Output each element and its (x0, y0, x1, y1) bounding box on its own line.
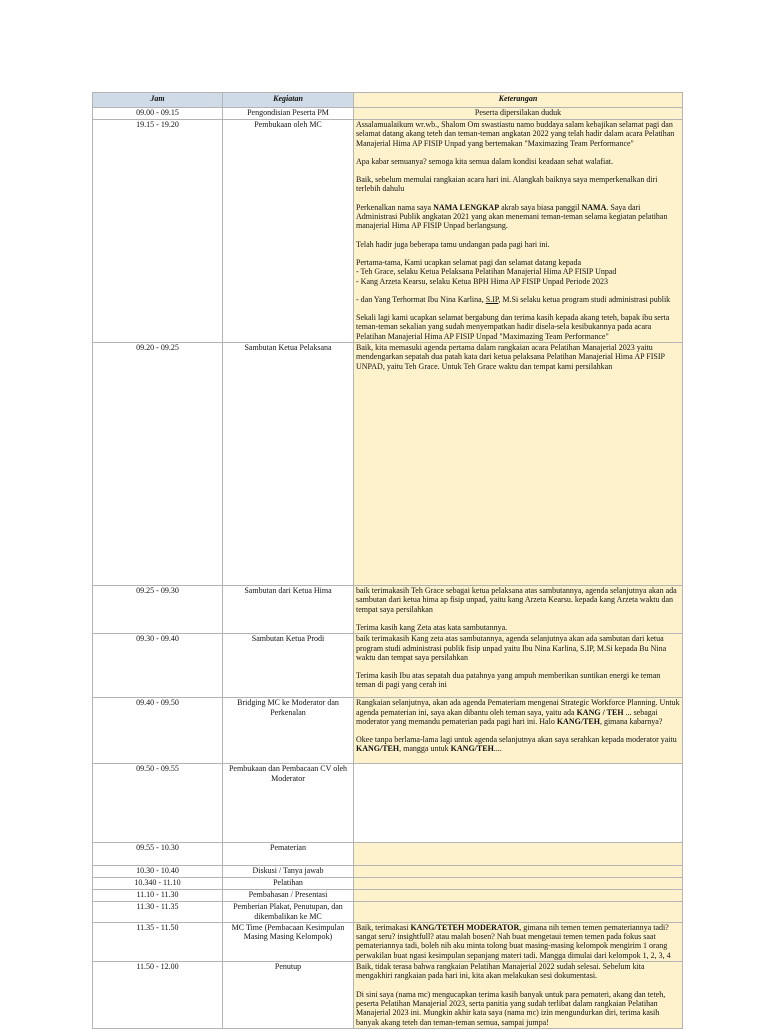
table-row (93, 120, 683, 343)
table-row (93, 764, 683, 843)
keterangan-paragraph (356, 698, 680, 726)
keterangan-paragraph (356, 623, 680, 632)
cell-jam: 19.15 - 19.20 (93, 120, 223, 343)
text-run: Okee tanpa berlama-lama lagi untuk agenda selanjutnya akan saya serahkan kepada moderator yaitu (356, 735, 677, 745)
bold-text: NAMA LENGKAP (433, 202, 500, 212)
keterangan-paragraph (356, 990, 680, 1027)
keterangan-paragraph (356, 258, 680, 286)
text-run: Rangkaian selanjutnya, akan ada agenda Pemateriam mengenai Strategic Workforce Planning. Untuk agenda pematerian ini, saya akan dibantu oleh teman saya, yaitu ada (356, 698, 680, 717)
bold-text: KANG/TEH (556, 716, 600, 726)
cell-keterangan (354, 843, 683, 866)
table-row (93, 343, 683, 586)
cell-jam: 09.55 - 10.30 (93, 843, 223, 866)
table-row (93, 586, 683, 634)
bold-text: KANG/TEH (356, 744, 400, 754)
keterangan-paragraph (356, 962, 680, 981)
cell-keterangan (354, 922, 683, 961)
text-run: Baik, kita memasuki agenda pertama dalam rangkaian acara Pelatihan Manajerial 2023 yaitu mendengarkan sepatah dua patah kata dari ketua pelaksana Pelatihan Manajerial Hima AP FISIP UNPAD, yaitu Teh Grace. Untuk Teh Grace waktu dan tempat kami persilahkan (356, 343, 665, 371)
cell-jam: 11.50 - 12.00 (93, 962, 223, 1029)
bold-text: KANG / TEH (576, 707, 624, 717)
cell-kegiatan: Sambutan dari Ketua Hima (223, 586, 354, 634)
cell-kegiatan: Pengondisian Peserta PM (223, 108, 354, 120)
keterangan-paragraph (356, 240, 680, 249)
table-row (93, 108, 683, 120)
bold-text: NAMA (581, 202, 607, 212)
cell-kegiatan: Sambutan Ketua Prodi (223, 634, 354, 698)
cell-jam: 11.10 - 11.30 (93, 890, 223, 902)
cell-kegiatan: Pembahasan / Presentasi (223, 890, 354, 902)
cell-keterangan (354, 634, 683, 698)
keterangan-paragraph (356, 586, 680, 614)
cell-jam: 09.50 - 09.55 (93, 764, 223, 843)
text-run: . Saya dari Administrasi Publik angkatan 2021 yang akan menemani teman-teman selama kegiatan pelatihan manajerial Hima AP FISIP Unpad berlangsung. (356, 202, 668, 231)
cell-keterangan (354, 902, 683, 923)
text-run: baik terimakasih Kang zeta atas sambutannya, agenda selanjutnya akan ada sambutan dari ketua program studi administrasi publik fisip unpad yaitu Ibu Nina Karlina, S.IP, M.Si kepada Bu Nina waktu dan tempat saya persilahkan (356, 634, 667, 662)
keterangan-paragraph (356, 671, 680, 690)
text-run: Baik, terimakasi (356, 922, 411, 932)
table-row (93, 922, 683, 961)
cell-jam: 10.340 - 11.10 (93, 878, 223, 890)
table-row (93, 698, 683, 764)
cell-kegiatan: Penutup (223, 962, 354, 1029)
cell-jam: 09.00 - 09.15 (93, 108, 223, 120)
keterangan-paragraph (356, 735, 680, 754)
text-run: .... (493, 744, 502, 754)
cell-kegiatan: Pembukaan oleh MC (223, 120, 354, 343)
text-run: akrab saya biasa panggil (499, 202, 582, 212)
underlined-text: S.IP (485, 294, 499, 304)
cell-kegiatan: Diskusi / Tanya jawab (223, 866, 354, 878)
cell-kegiatan: MC Time (Pembacaan Kesimpulan Masing Masing Kelompok) (223, 922, 354, 961)
text-run: Di sini saya (nama mc) mengucapkan terima kasih banyak untuk para pemateri, akang dan teteh, peserta Pelatihan Manajerial 2023, serta panitia yang sudah terlibat dalam rangkaian Pelatihan Manajerial 2023 ini. Mungkin akhir kata saya (nama mc) izin mengundurkan diri, terima kasih banyak akang teteh dan teman-teman semua, sampai jumpa! (356, 989, 666, 1027)
cell-jam: 09.30 - 09.40 (93, 634, 223, 698)
cell-jam: 09.20 - 09.25 (93, 343, 223, 586)
cell-keterangan (354, 698, 683, 764)
keterangan-paragraph (356, 203, 680, 231)
cell-kegiatan: Bridging MC ke Moderator dan Perkenalan (223, 698, 354, 764)
keterangan-paragraph (356, 295, 680, 304)
text-run: Assalamualaikum wr.wb., Shalom Om swastiastu namo buddaya salam kebajikan selamat pagi dan selamat datang akang teteh dan teman-teman angkatan 2022 yang telah hadir dalam acara Pelatihan Manajerial Hima AP FISIP Unpad yang bertemakan "Maximazing Team Performance" (356, 120, 675, 148)
cell-keterangan: Peserta dipersilakan duduk (354, 108, 683, 120)
text-run: , gimana kabarnya? (599, 716, 663, 726)
text-run: Apa kabar semuanya? semoga kita semua dalam kondisi keadaan sehat walafiat. (356, 156, 614, 166)
keterangan-paragraph (356, 157, 680, 166)
keterangan-paragraph (356, 313, 680, 341)
text-run: ... sebagai moderator yang memandu pematerian pada pagi hari ini. Halo (356, 707, 658, 726)
cell-keterangan (354, 120, 683, 343)
text-run: Baik, sebelum memulai rangkaian acara hari ini. Alangkah baiknya saya memperkenalkan diri terlebih dahulu (356, 175, 658, 194)
table-row (93, 866, 683, 878)
cell-keterangan (354, 586, 683, 634)
bold-text: KANG/TEH (450, 744, 494, 754)
keterangan-paragraph (356, 923, 680, 960)
cell-keterangan (354, 962, 683, 1029)
keterangan-paragraph (356, 343, 680, 371)
cell-kegiatan: Pelatihan (223, 878, 354, 890)
cell-jam: 10.30 - 10.40 (93, 866, 223, 878)
table-row (93, 634, 683, 698)
text-run: - dan Yang Terhormat Ibu Nina Karlina, (356, 294, 486, 304)
cell-keterangan (354, 878, 683, 890)
keterangan-paragraph (356, 120, 680, 148)
table-row (93, 890, 683, 902)
cell-jam: 11.30 - 11.35 (93, 902, 223, 923)
header-row (93, 93, 683, 108)
cell-kegiatan: Sambutan Ketua Pelaksana (223, 343, 354, 586)
keterangan-paragraph (356, 634, 680, 662)
text-run: , gimana nih temen temen pemateriannya tadi? sangat seru? insightfull? atau malah bosen? Nah buat mengetaui temen temen pada fokus saat pemateriannya tadi, boleh nih aku minta tolong buat masing-masing kelompok mengirim 1 orang perwakilan buat ngasi kesimpulan sepanjang materi tadi. Mangga dimulai dari kelompok 1, 2, 3, 4 (356, 922, 671, 960)
cell-keterangan (354, 764, 683, 843)
header-jam: Jam (93, 93, 223, 108)
table-row (93, 902, 683, 923)
cell-kegiatan: Pemberian Plakat, Penutupan, dan dikembalikan ke MC (223, 902, 354, 923)
bold-text: KANG/TETEH MODERATOR (410, 922, 520, 932)
cell-keterangan (354, 866, 683, 878)
schedule-table (92, 92, 683, 1029)
cell-kegiatan: Pembukaan dan Pembacaan CV oleh Moderator (223, 764, 354, 843)
text-run: Sekali lagi kami ucapkan selamat bergabung dan terima kasih kepada akang teteh, bapak ibu serta teman-teman sekalian yang sudah menyempatkan hadir disela-sela kesibukannya pada acara Pelatihan Manajerial Hima AP FISIP Unpad "Maximazing Team Performance" (356, 313, 670, 341)
text-run: Perkenalkan nama saya (356, 202, 434, 212)
keterangan-paragraph (356, 175, 680, 194)
text-run: , mangga untuk (399, 744, 451, 754)
schedule-body (93, 108, 683, 1029)
text-run: Terima kasih Ibu atas sepatah dua patahnya yang ampuh memberikan suntikan energi ke teman teman di pagi yang cerah ini (356, 671, 661, 690)
text-run: Terima kasih kang Zeta atas kata sambutannya. (356, 622, 508, 632)
header-kegiatan: Kegiatan (223, 93, 354, 108)
text-run: Baik, tidak terasa bahwa rangkaian Pelatihan Manajerial 2022 sudah selesai. Sebelum kita mengakhiri rangkaian pada hari ini, kita akan melakukan sesi dokumentasi. (356, 962, 645, 981)
table-row (93, 843, 683, 866)
table-row (93, 878, 683, 890)
text-run: Telah hadir juga beberapa tamu undangan pada pagi hari ini. (356, 239, 550, 249)
table-row (93, 962, 683, 1029)
cell-jam: 09.40 - 09.50 (93, 698, 223, 764)
text-run: Pertama-tama, Kami ucapkan selamat pagi dan selamat datang kepada - Teh Grace, selaku Ketua Pelaksana Pelatihan Manajerial Hima AP FISIP Unpad - Kang Arzeta Kearsu, selaku Ketua BPH Hima AP FISIP Unpad Periode 2023 (356, 257, 617, 286)
cell-jam: 11.35 - 11.50 (93, 922, 223, 961)
cell-keterangan (354, 890, 683, 902)
text-run: , M.Si selaku ketua program studi administrasi publik (498, 294, 671, 304)
text-run: baik terimakasih Teh Grace sebagai ketua pelaksana atas sambutannya, agenda selanjutnya akan ada sambutan dari ketua hima ap fisip unpad, yaitu kang Arzeta Kearsu. kepada kang Arzeta waktu dan tempat saya persilahkan (356, 586, 677, 614)
cell-keterangan (354, 343, 683, 586)
header-keterangan: Keterangan (354, 93, 683, 108)
cell-kegiatan: Pematerian (223, 843, 354, 866)
cell-jam: 09.25 - 09.30 (93, 586, 223, 634)
